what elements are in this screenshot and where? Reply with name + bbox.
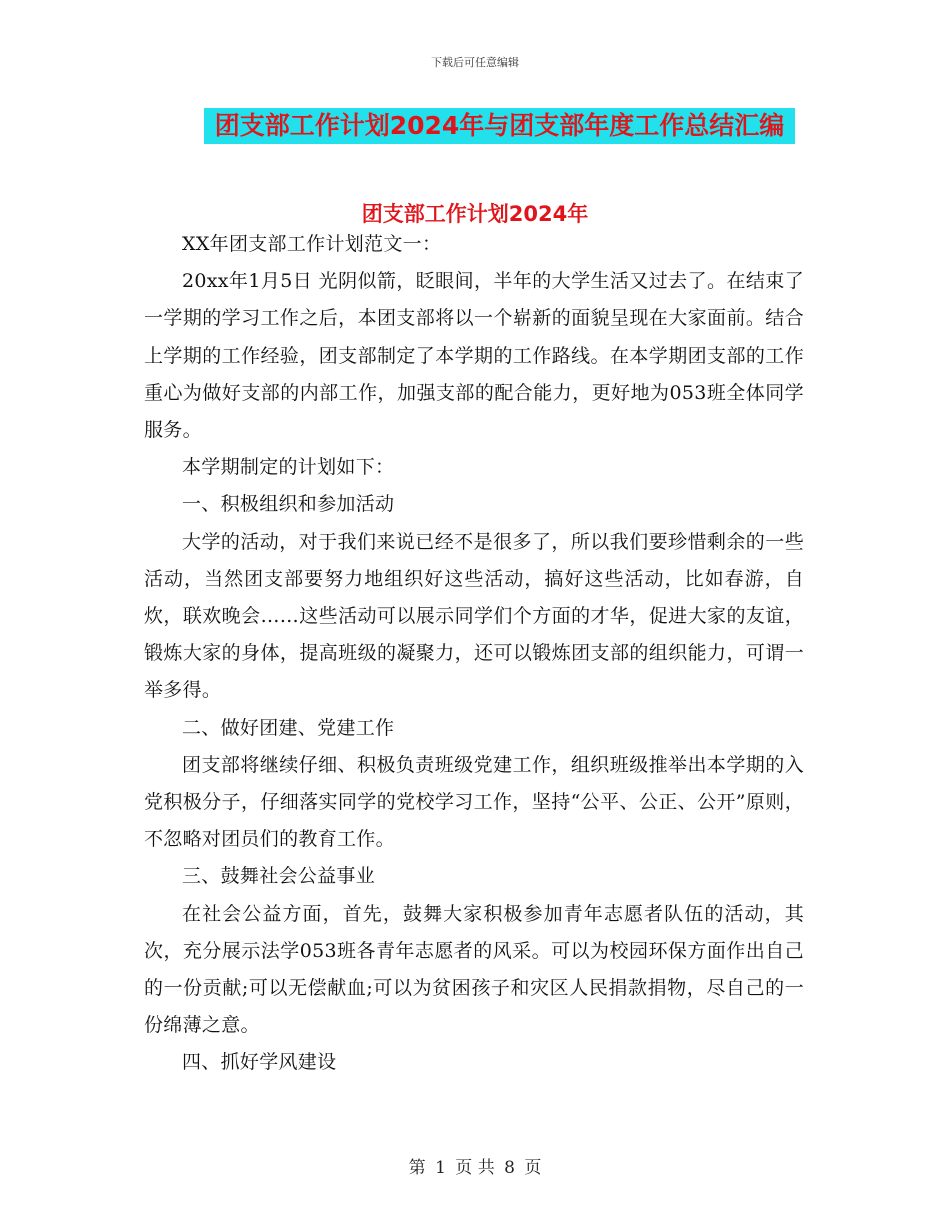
document-title: 团支部工作计划2024年与团支部年度工作总结汇编 (204, 108, 795, 144)
footer-prefix: 第 (408, 1158, 426, 1178)
paragraph-intro: XX年团支部工作计划范文一： (182, 233, 442, 255)
paragraph-overview: 20xx年1月5日 光阴似箭，眨眼间，半年的大学生活又过去了。在结束了一学期的学习工作之后，本团支部将以一个崭新的面貌呈现在大家面前。结合上学期的工作经验，团支部制定了本学期的工作路线。在本学期团支部的工作重心为做好支部的内部工作，加强支部的配合能力，更好地为053班全体同学服务。 (144, 270, 804, 442)
page-total: 8 (504, 1158, 515, 1178)
footer-middle: 页 共 (455, 1158, 495, 1178)
header-note: 下载后可任意编辑 (431, 56, 519, 69)
paragraph-plan-lead: 本学期制定的计划如下： (182, 456, 395, 479)
page-footer (0, 1153, 950, 1178)
paragraph-activities: 大学的活动，对于我们来说已经不是很多了，所以我们要珍惜剩余的一些活动，当然团支部要努力地组织好这些活动，搞好这些活动，比如春游，自炊，联欢晚会……这些活动可以展示同学们个方面的才华，促进大家的友谊，锻炼大家的身体，提高班级的凝聚力，还可以锻炼团支部的组织能力，可谓一举多得。 (144, 530, 804, 702)
heading-party-building: 二、做好团建、党建工作 (182, 716, 395, 739)
section-title: 团支部工作计划2024年 (361, 202, 589, 226)
paragraph-party-building: 团支部将继续仔细、积极负责班级党建工作，组织班级推举出本学期的入党积极分子，仔细落实同学的党校学习工作，坚持“公平、公正、公开”原则，不忽略对团员们的教育工作。 (144, 753, 804, 851)
document-body (144, 226, 804, 1082)
heading-activities: 一、积极组织和参加活动 (182, 493, 395, 516)
footer-suffix: 页 (524, 1158, 542, 1178)
page-number: 1 (435, 1158, 446, 1178)
heading-study-style: 四、抓好学风建设 (182, 1051, 337, 1074)
heading-public-welfare: 三、鼓舞社会公益事业 (182, 865, 376, 888)
paragraph-public-welfare: 在社会公益方面，首先，鼓舞大家积极参加青年志愿者队伍的活动，其次，充分展示法学053班各青年志愿者的风采。可以为校园环保方面作出自己的一份贡献;可以无偿献血;可以为贫困孩子和灾区人民捐款捐物，尽自己的一份绵薄之意。 (144, 902, 804, 1037)
